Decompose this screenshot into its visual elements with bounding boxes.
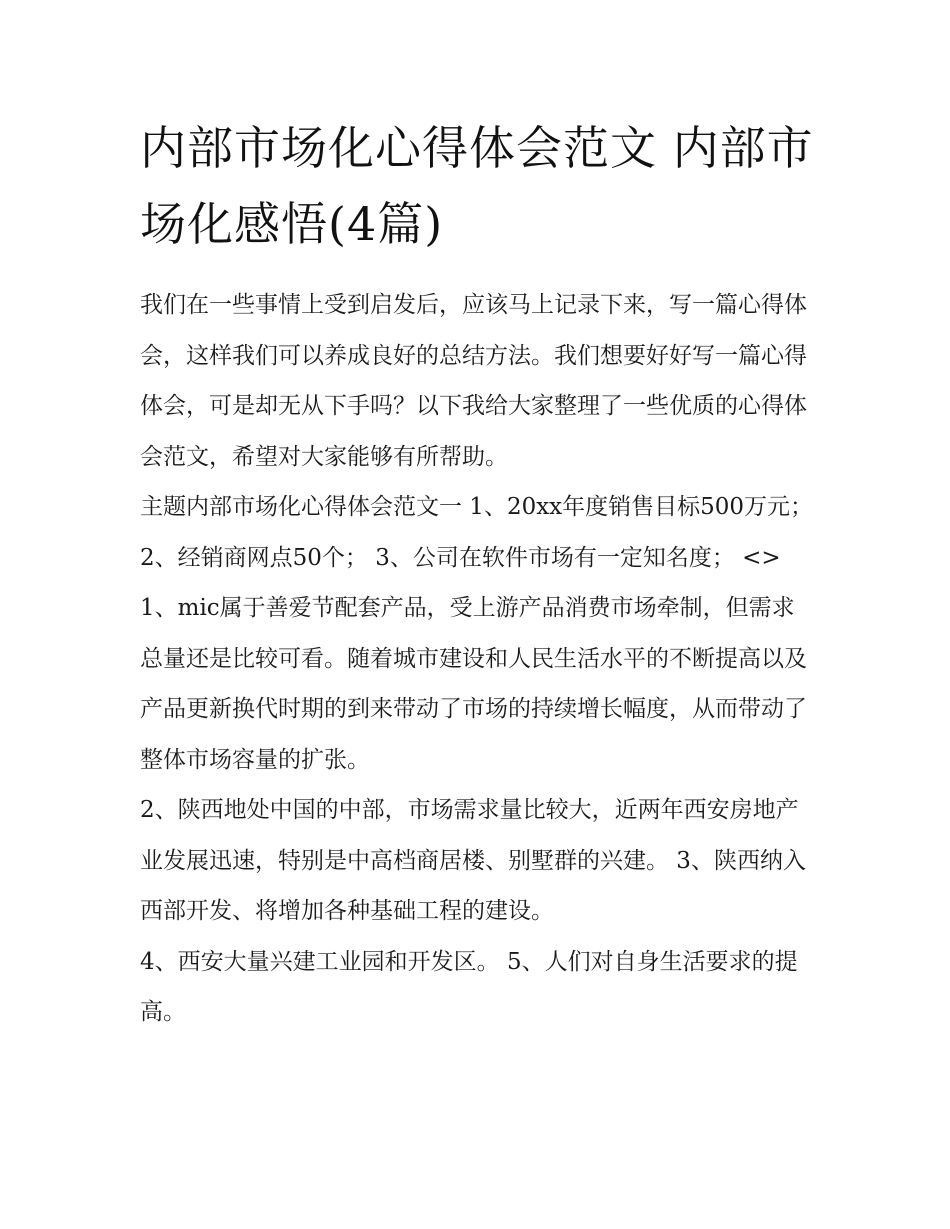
document-body: [140, 110, 816, 1038]
paragraph-market-point-1: 1、mic属于善爱节配套产品，受上游产品消费市场牵制，但需求总量还是比较可看。随着城市建设和人民生活水平的不断提高以及产品更新换代时期的到来带动了市场的持续增长幅度，从而带动了整体市场容量的扩张。: [140, 595, 807, 773]
paragraph-intro: 我们在一些事情上受到启发后，应该马上记录下来，写一篇心得体会，这样我们可以养成良好的总结方法。我们想要好好写一篇心得体会，可是却无从下手吗？以下我给大家整理了一些优质的心得体会范文，希望对大家能够有所帮助。: [140, 292, 807, 470]
document-title: 内部市场化心得体会范文 内部市场化感悟(4篇): [140, 121, 814, 251]
paragraph-sales-targets: 主题内部市场化心得体会范文一 1、20xx年度销售目标500万元； 2、经销商网点50个； 3、公司在软件市场有一定知名度； <>: [140, 494, 814, 571]
paragraph-market-point-4-5: 4、西安大量兴建工业园和开发区。 5、人们对自身生活要求的提高。: [140, 948, 798, 1025]
paragraph-market-point-2-3: 2、陕西地处中国的中部，市场需求量比较大，近两年西安房地产业发展迅速，特别是中高档商居楼、别墅群的兴建。 3、陕西纳入西部开发、将增加各种基础工程的建设。: [140, 797, 806, 924]
